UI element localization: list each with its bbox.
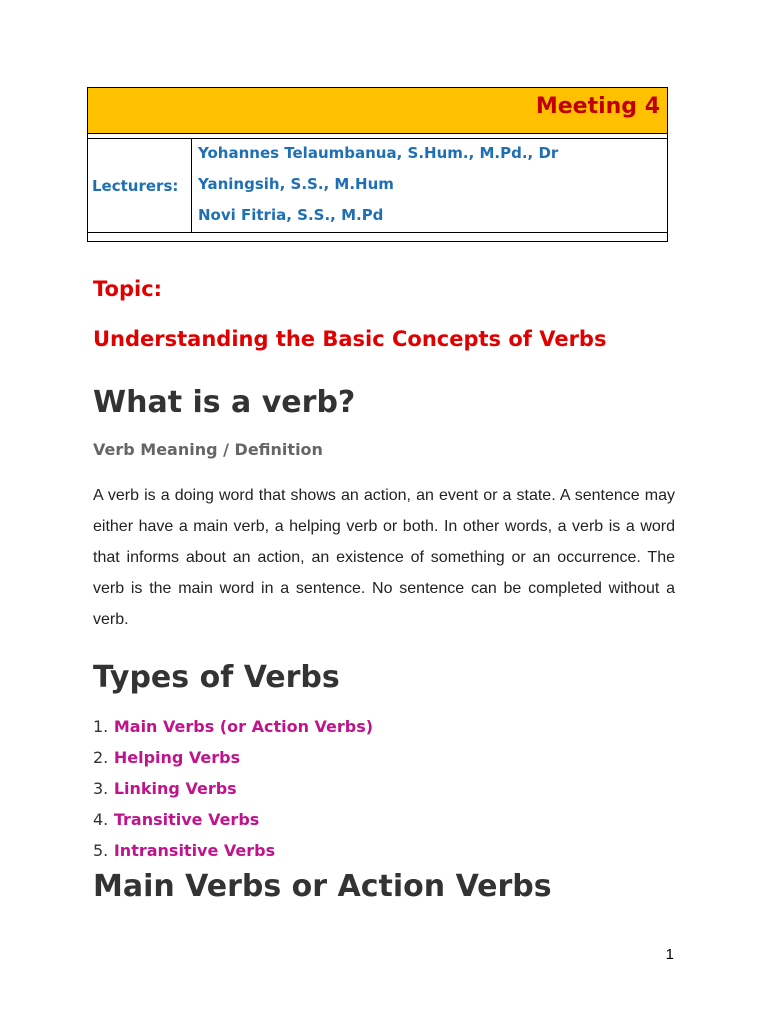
verb-definition-paragraph: A verb is a doing word that shows an action, an event or a state. A sentence may either have a main verb, a helping verb or both. In other words, a verb is a word that informs about an action, an existence of something or an occurrence. The verb is the main word in a sentence. No sentence can be completed without a verb. (93, 487, 675, 628)
list-item (93, 806, 373, 837)
verb-types-list (93, 713, 373, 868)
section-heading-types-of-verbs: Types of Verbs (93, 660, 340, 695)
list-item (93, 713, 373, 744)
topic-title: Understanding the Basic Concepts of Verbs (93, 327, 607, 351)
lecturer-name: Yaningsih, S.S., M.Hum (198, 175, 394, 193)
list-number: 2. (93, 748, 109, 767)
lecturer-name: Novi Fitria, S.S., M.Pd (198, 206, 384, 224)
section-heading-main-verbs: Main Verbs or Action Verbs (93, 869, 552, 904)
verb-type-link[interactable]: Linking Verbs (113, 779, 237, 798)
list-item (93, 744, 373, 775)
page-number: 1 (665, 946, 674, 963)
list-item (93, 775, 373, 806)
verb-type-link[interactable]: Intransitive Verbs (113, 841, 276, 860)
list-number: 4. (93, 810, 109, 829)
section-heading-what-is-a-verb: What is a verb? (93, 385, 356, 420)
verb-type-link[interactable]: Transitive Verbs (113, 810, 260, 829)
list-number: 1. (93, 717, 109, 736)
lecturers-label: Lecturers: (92, 176, 179, 195)
verb-definition-subheading: Verb Meaning / Definition (93, 440, 323, 459)
lecturer-name: Yohannes Telaumbanua, S.Hum., M.Pd., Dr (198, 144, 559, 162)
list-number: 3. (93, 779, 109, 798)
topic-label: Topic: (93, 277, 163, 301)
list-item (93, 837, 373, 868)
verb-type-link[interactable]: Helping Verbs (113, 748, 241, 767)
meeting-row (88, 88, 667, 134)
meeting-header-table (87, 87, 668, 242)
lecturers-row (88, 139, 667, 233)
verb-type-link[interactable]: Main Verbs (or Action Verbs) (113, 717, 374, 736)
list-number: 5. (93, 841, 109, 860)
lecturers-names-cell (192, 139, 667, 232)
meeting-title: Meeting 4 (535, 94, 660, 119)
lecturers-label-cell (88, 139, 192, 232)
